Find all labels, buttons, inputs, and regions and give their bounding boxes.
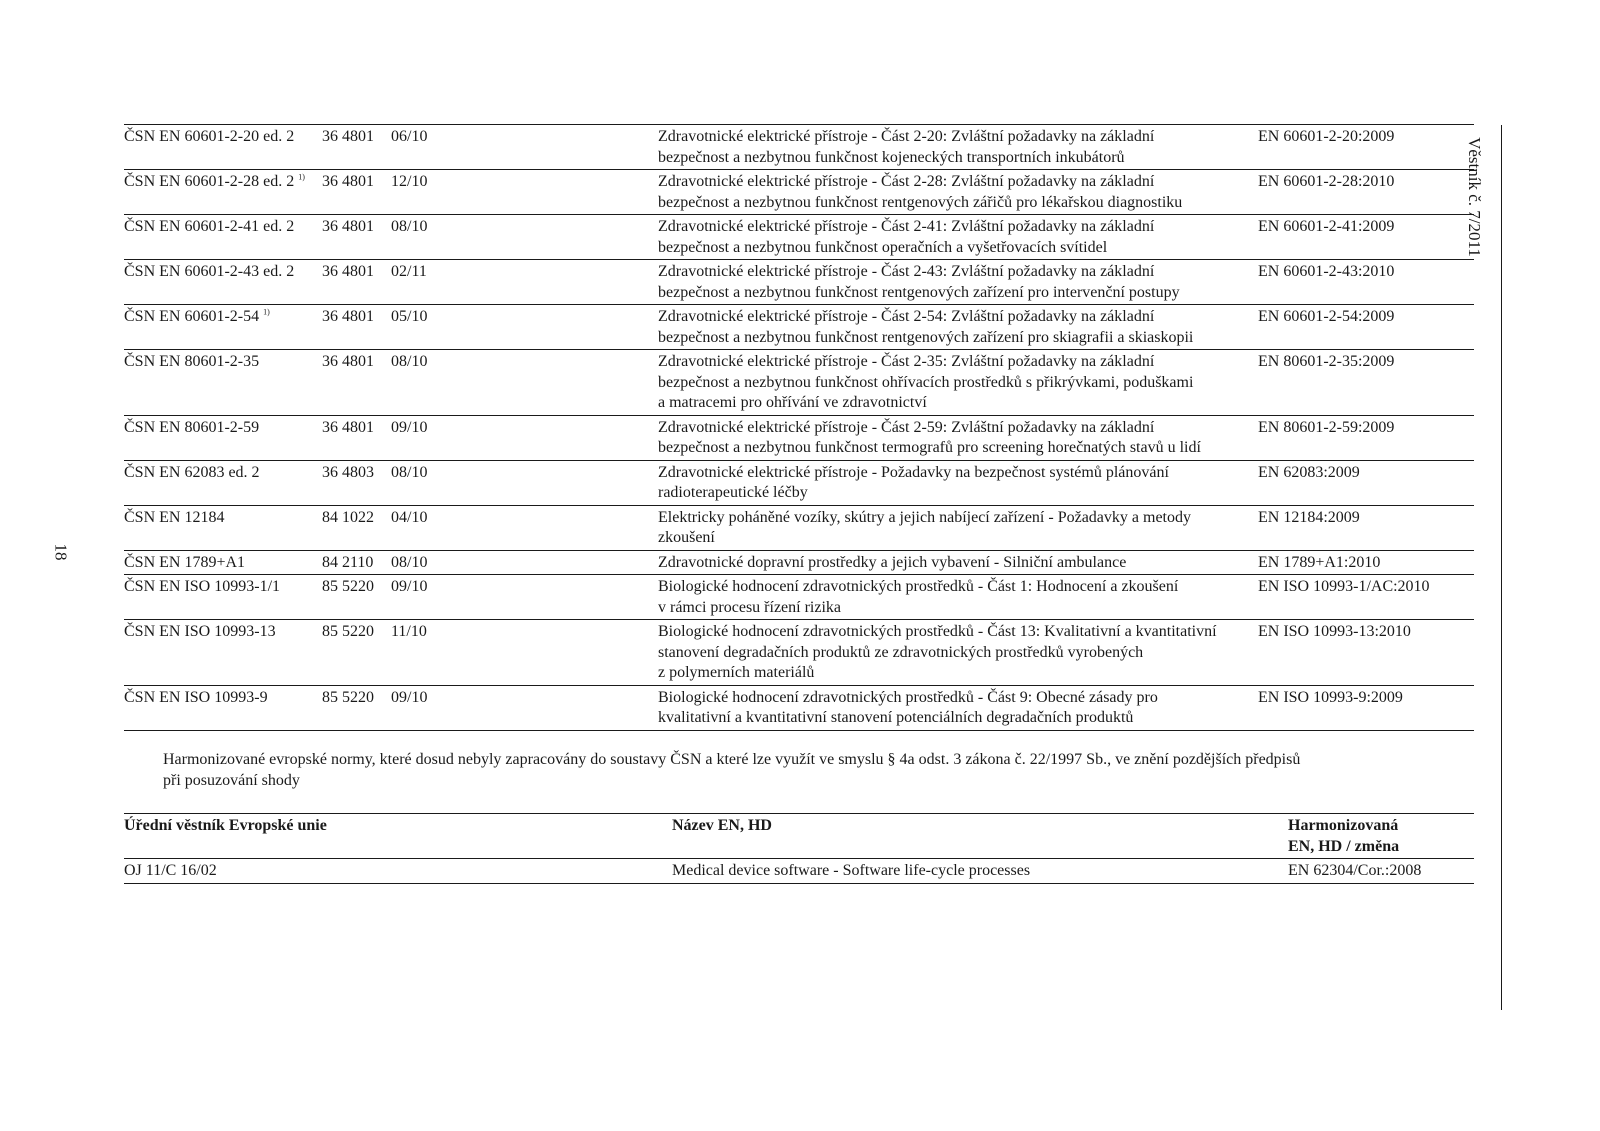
cell-title — [658, 215, 1258, 260]
cell-date: 09/10 — [391, 415, 658, 460]
header-oj: Úřední věstník Evropské unie — [124, 814, 672, 859]
cell-en: EN 80601-2-59:2009 — [1258, 415, 1474, 460]
title-line: bezpečnost a nezbytnou funkčnost rentgenových zářičů pro lékařskou diagnostiku — [658, 193, 1183, 211]
cell-class-code: 36 4801 — [322, 260, 391, 305]
cell-date: 08/10 — [391, 460, 658, 505]
cell-date: 11/10 — [391, 620, 658, 686]
cell-date: 08/10 — [391, 350, 658, 416]
table-row — [124, 350, 1474, 416]
cell-date: 09/10 — [391, 575, 658, 620]
cell-name: Medical device software - Software life-cycle processes — [672, 859, 1288, 884]
header-harmonized-line: EN, HD / změna — [1288, 837, 1400, 855]
cell-date: 08/10 — [391, 550, 658, 575]
footnote-mark: 1) — [263, 307, 270, 317]
title-line: bezpečnost a nezbytnou funkčnost rentgenových zařízení pro intervenční postupy — [658, 283, 1180, 301]
cell-csn — [124, 460, 322, 505]
cell-date: 05/10 — [391, 305, 658, 350]
cell-class-code: 36 4801 — [322, 170, 391, 215]
cell-csn — [124, 170, 322, 215]
cell-csn — [124, 215, 322, 260]
cell-title — [658, 685, 1258, 730]
cell-class-code: 85 5220 — [322, 575, 391, 620]
table-row — [124, 260, 1474, 305]
cell-class-code: 85 5220 — [322, 685, 391, 730]
cell-en: EN 12184:2009 — [1258, 505, 1474, 550]
csn-designation: ČSN EN ISO 10993-1/1 — [124, 578, 281, 595]
cell-date: 08/10 — [391, 215, 658, 260]
cell-en: EN 60601-2-54:2009 — [1258, 305, 1474, 350]
cell-class-code: 36 4801 — [322, 415, 391, 460]
cell-csn — [124, 575, 322, 620]
cell-class-code: 36 4801 — [322, 305, 391, 350]
csn-designation: ČSN EN 80601-2-59 — [124, 418, 260, 436]
csn-designation: ČSN EN ISO 10993-13 — [124, 623, 276, 640]
cell-title — [658, 460, 1258, 505]
table-row — [124, 550, 1474, 575]
cell-csn — [124, 685, 322, 730]
harmonized-note-line: Harmonizované evropské normy, které dosud nebyly zapracovány do soustavy ČSN a které lze využít ve smyslu § 4a odst. 3 zákona č. 22/1997 Sb., ve znění pozdějších předpisů — [163, 751, 1301, 768]
title-line: kvalitativní a kvantitativní stanovení potenciálních degradačních produktů — [658, 709, 1134, 726]
table-row — [124, 620, 1474, 686]
cell-en: EN 80601-2-35:2009 — [1258, 350, 1474, 416]
cell-csn — [124, 260, 322, 305]
cell-title — [658, 170, 1258, 215]
cell-csn — [124, 415, 322, 460]
cell-en: EN ISO 10993-1/AC:2010 — [1258, 575, 1474, 620]
title-line: Biologické hodnocení zdravotnických prostředků - Část 9: Obecné zásady pro — [658, 688, 1158, 706]
title-line: bezpečnost a nezbytnou funkčnost termografů pro screening horečnatých stavů u lidí — [658, 439, 1201, 456]
title-line: radioterapeutické léčby — [658, 484, 808, 501]
header-harmonized-line: Harmonizovaná — [1288, 817, 1399, 834]
page-number: 18 — [51, 543, 71, 561]
title-line: Zdravotnické elektrické přístroje - Část 2-43: Zvláštní požadavky na základní — [658, 263, 1155, 280]
harmonized-table-header — [124, 814, 1474, 859]
cell-csn — [124, 620, 322, 686]
title-line: Zdravotnické elektrické přístroje - Část 2-41: Zvláštní požadavky na základní — [658, 218, 1155, 235]
csn-designation: ČSN EN 80601-2-35 — [124, 353, 260, 370]
cell-class-code: 36 4801 — [322, 215, 391, 260]
cell-class-code: 84 1022 — [322, 505, 391, 550]
cell-date: 04/10 — [391, 505, 658, 550]
cell-title — [658, 415, 1258, 460]
cell-title — [658, 575, 1258, 620]
csn-designation: ČSN EN 12184 — [124, 508, 225, 526]
csn-designation: ČSN EN 60601-2-54 — [124, 308, 260, 325]
cell-class-code: 84 2110 — [322, 550, 391, 575]
header-harmonized — [1288, 814, 1474, 859]
cell-class-code: 85 5220 — [322, 620, 391, 686]
title-line: bezpečnost a nezbytnou funkčnost rentgenových zařízení pro skiagrafii a skiaskopii — [658, 328, 1194, 346]
title-line: bezpečnost a nezbytnou funkčnost operačních a vyšetřovacích svítidel — [658, 238, 1108, 256]
cell-en: EN 62083:2009 — [1258, 460, 1474, 505]
title-line: Zdravotnické elektrické přístroje - Část 2-28: Zvláštní požadavky na základní — [658, 173, 1155, 190]
title-line: bezpečnost a nezbytnou funkčnost ohřívacích prostředků s přikrývkami, poduškami — [658, 373, 1194, 391]
header-name: Název EN, HD — [672, 814, 1288, 859]
csn-designation: ČSN EN 60601-2-43 ed. 2 — [124, 263, 295, 280]
journal-header: Věstník č. 7/2011 — [1464, 137, 1484, 257]
cell-title — [658, 305, 1258, 350]
table-row — [124, 415, 1474, 460]
harmonized-note-line: při posuzování shody — [163, 771, 300, 789]
cell-en: EN 1789+A1:2010 — [1258, 550, 1474, 575]
table-row — [124, 305, 1474, 350]
title-line: Elektricky poháněné vozíky, skútry a jejich nabíjecí zařízení - Požadavky a metody — [658, 508, 1191, 526]
title-line: Biologické hodnocení zdravotnických prostředků - Část 13: Kvalitativní a kvantitativní — [658, 623, 1217, 640]
title-line: Zdravotnické elektrické přístroje - Požadavky na bezpečnost systémů plánování — [658, 463, 1169, 481]
csn-designation: ČSN EN 62083 ed. 2 — [124, 463, 260, 481]
cell-en: EN 60601-2-41:2009 — [1258, 215, 1474, 260]
title-line: stanovení degradačních produktů ze zdravotnických prostředků vyrobených — [658, 643, 1144, 661]
table-row — [124, 460, 1474, 505]
cell-en: EN ISO 10993-13:2010 — [1258, 620, 1474, 686]
title-line: bezpečnost a nezbytnou funkčnost kojeneckých transportních inkubátorů — [658, 148, 1125, 166]
title-line: z polymerních materiálů — [658, 664, 815, 681]
title-line: Biologické hodnocení zdravotnických prostředků - Část 1: Hodnocení a zkoušení — [658, 578, 1179, 595]
footnote-mark: 1) — [298, 172, 305, 182]
csn-designation: ČSN EN 60601-2-28 ed. 2 — [124, 173, 295, 190]
harmonized-row — [124, 859, 1474, 884]
cell-csn — [124, 550, 322, 575]
title-line: Zdravotnické elektrické přístroje - Část 2-20: Zvláštní požadavky na základní — [658, 128, 1155, 145]
csn-designation: ČSN EN 60601-2-20 ed. 2 — [124, 128, 295, 145]
title-line: Zdravotnické elektrické přístroje - Část 2-59: Zvláštní požadavky na základní — [658, 418, 1155, 436]
cell-title — [658, 550, 1258, 575]
cell-date: 02/11 — [391, 260, 658, 305]
csn-designation: ČSN EN 1789+A1 — [124, 553, 246, 571]
title-line: Zdravotnické elektrické přístroje - Část 2-35: Zvláštní požadavky na základní — [658, 353, 1155, 370]
cell-harmonized: EN 62304/Cor.:2008 — [1288, 859, 1474, 884]
cell-title — [658, 125, 1258, 170]
cell-en: EN 60601-2-20:2009 — [1258, 125, 1474, 170]
table-row — [124, 575, 1474, 620]
cell-en: EN ISO 10993-9:2009 — [1258, 685, 1474, 730]
csn-designation: ČSN EN 60601-2-41 ed. 2 — [124, 218, 295, 235]
table-row — [124, 505, 1474, 550]
table-row — [124, 685, 1474, 730]
cell-csn — [124, 125, 322, 170]
cell-title — [658, 260, 1258, 305]
cell-title — [658, 350, 1258, 416]
margin-rule — [1501, 125, 1502, 1010]
cell-csn — [124, 350, 322, 416]
norms-table — [124, 124, 1474, 731]
table-row — [124, 170, 1474, 215]
cell-date: 09/10 — [391, 685, 658, 730]
title-line: Zdravotnické elektrické přístroje - Část 2-54: Zvláštní požadavky na základní — [658, 308, 1155, 325]
cell-csn — [124, 305, 322, 350]
norms-table-body — [124, 125, 1474, 731]
title-line: a matracemi pro ohřívání ve zdravotnictví — [658, 394, 927, 411]
title-line: Zdravotnické dopravní prostředky a jejich vybavení - Silniční ambulance — [658, 553, 1127, 571]
cell-en: EN 60601-2-28:2010 — [1258, 170, 1474, 215]
csn-designation: ČSN EN ISO 10993-9 — [124, 688, 268, 706]
title-line: v rámci procesu řízení rizika — [658, 598, 842, 616]
title-line: zkoušení — [658, 529, 715, 546]
table-row — [124, 215, 1474, 260]
cell-title — [658, 505, 1258, 550]
cell-title — [658, 620, 1258, 686]
harmonized-note — [163, 750, 1403, 791]
harmonized-table — [124, 813, 1474, 884]
cell-class-code: 36 4803 — [322, 460, 391, 505]
cell-date: 12/10 — [391, 170, 658, 215]
cell-class-code: 36 4801 — [322, 350, 391, 416]
cell-oj: OJ 11/C 16/02 — [124, 859, 672, 884]
table-row — [124, 125, 1474, 170]
cell-class-code: 36 4801 — [322, 125, 391, 170]
cell-csn — [124, 505, 322, 550]
cell-date: 06/10 — [391, 125, 658, 170]
cell-en: EN 60601-2-43:2010 — [1258, 260, 1474, 305]
